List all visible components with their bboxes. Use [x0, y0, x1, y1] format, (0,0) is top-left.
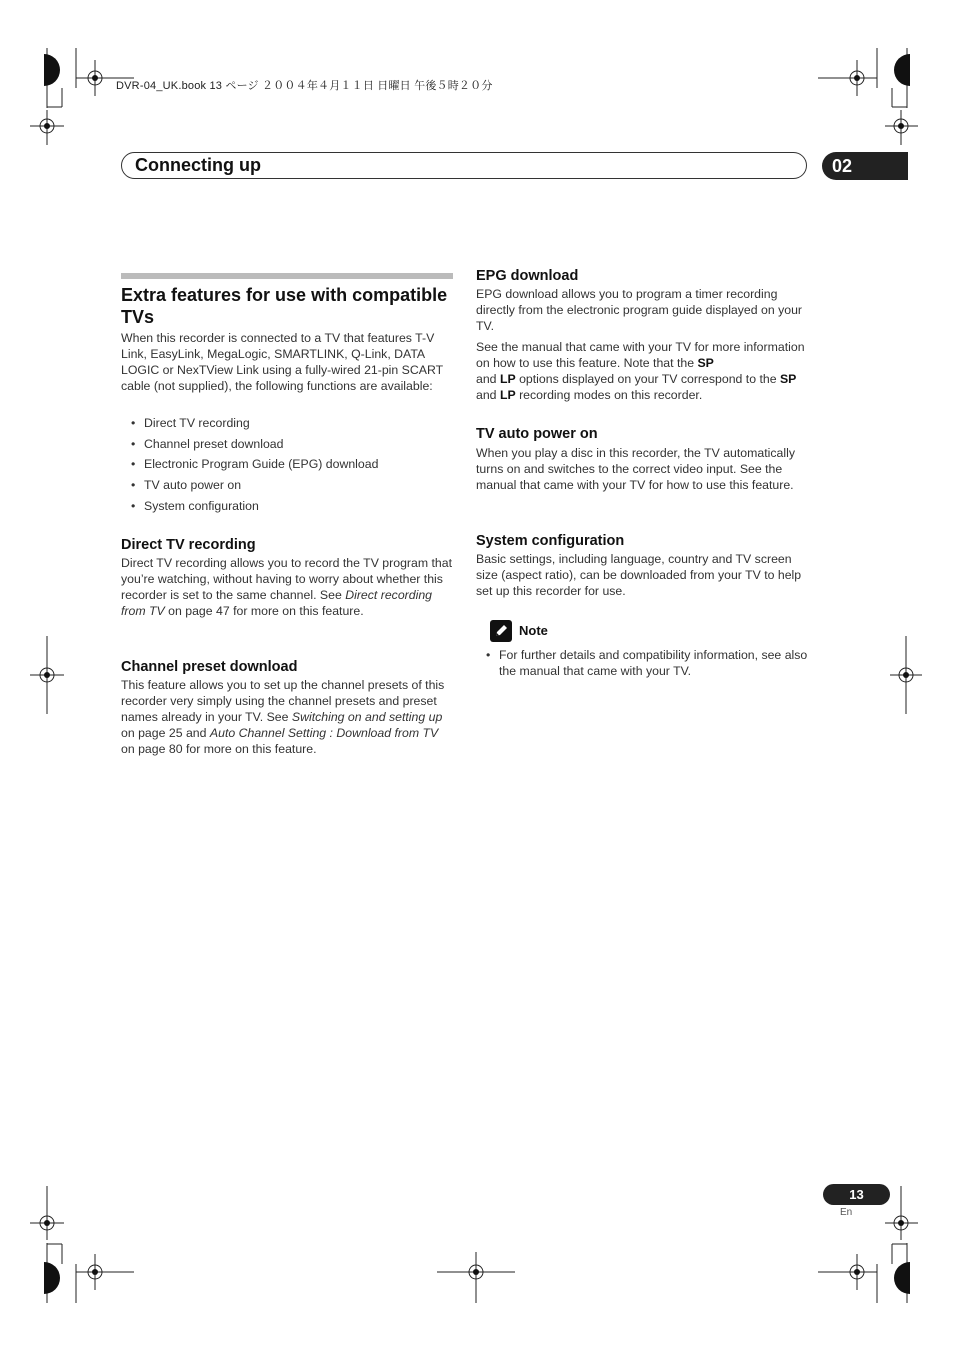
channel-preset-paragraph: This feature allows you to set up the channel presets of this recorder very simply using the channel presets and preset names already in your TV. See Switching on and setting up on page 25 and Auto Channel Setting : Download from TV on page 80 for more on this feature. — [121, 678, 445, 756]
subheading-channel-preset: Channel preset download — [121, 659, 298, 675]
pencil-note-icon — [490, 620, 512, 642]
list-item: • TV auto power on — [121, 477, 453, 493]
subheading-direct-tv: Direct TV recording — [121, 537, 256, 553]
note-list — [486, 647, 808, 679]
list-item: • System configuration — [121, 498, 453, 514]
section-rule — [121, 273, 453, 279]
feature-list — [121, 415, 453, 518]
chapter-number-tab: 02 — [822, 152, 908, 180]
intro-paragraph: When this recorder is connected to a TV that features T-V Link, EasyLink, MegaLogic, SMARTLINK, Q-Link, DATA LOGIC or NexTView Link using a fully-wired 21-pin SCART cable (not supplied), the following functions are available: — [121, 331, 443, 393]
page-number: 13 — [823, 1184, 890, 1205]
section-heading: Extra features for use with compatible TVs — [121, 285, 448, 327]
note-item: • For further details and compatibility information, see also the manual that came with your TV. — [486, 647, 808, 679]
subheading-epg: EPG download — [476, 268, 579, 284]
list-item: • Channel preset download — [121, 436, 453, 452]
tv-power-paragraph: When you play a disc in this recorder, the TV automatically turns on and switches to the correct video input. See the manual that came with your TV for how to use this feature. — [476, 446, 795, 492]
file-header: DVR-04_UK.book 13 ページ ２００４年４月１１日 日曜日 午後５時２０分 — [116, 80, 493, 92]
subheading-system-config: System configuration — [476, 533, 625, 549]
system-config-paragraph: Basic settings, including language, country and TV screen size (aspect ratio), can be downloaded from your TV to help set up this recorder for use. — [476, 552, 802, 598]
note-label: Note — [519, 623, 548, 638]
list-item: • Electronic Program Guide (EPG) download — [121, 456, 453, 472]
chapter-title: Connecting up — [135, 155, 261, 175]
epg-paragraph-2: See the manual that came with your TV for more information on how to use this feature. Note that the SP and LP options displayed on your TV correspond to the SP and LP recording modes on this recorder. — [476, 340, 805, 402]
cross-reference: Auto Channel Setting : Download from TV — [209, 726, 439, 740]
list-item: • Direct TV recording — [121, 415, 453, 431]
cross-reference: Switching on and setting up — [291, 710, 443, 724]
subheading-tv-power: TV auto power on — [476, 426, 598, 442]
page-language: En — [840, 1207, 853, 1218]
cross-reference: Direct recording from TV — [121, 588, 432, 618]
direct-tv-paragraph: Direct TV recording allows you to record the TV program that you’re watching, without having to worry about whether this recorder is set to the same channel. See Direct recording from TV on page 47 for more on this feature. — [121, 556, 453, 618]
epg-paragraph-1: EPG download allows you to program a timer recording directly from the electronic program guide displayed on your TV. — [476, 287, 803, 333]
